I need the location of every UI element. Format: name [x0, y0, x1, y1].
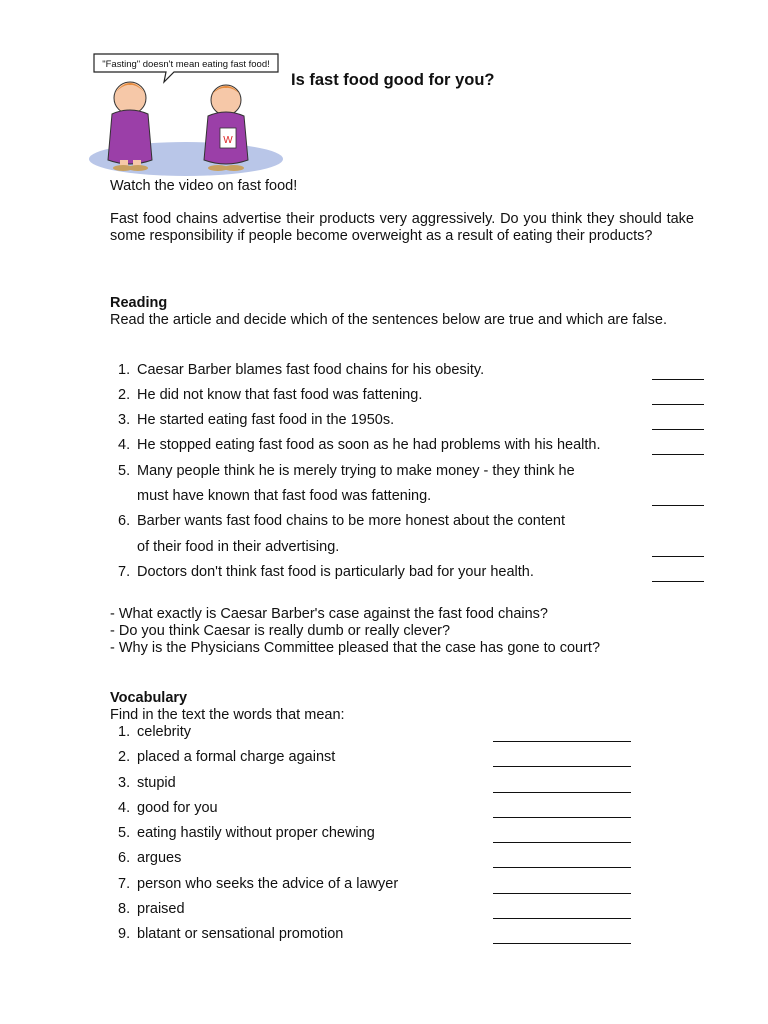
bag-logo-letter: W — [223, 135, 233, 146]
item-number: 8. — [118, 901, 131, 917]
vocabulary-item — [118, 901, 632, 918]
reading-instruction: Read the article and decide which of the sentences below are true and which are false. — [110, 312, 667, 328]
vocabulary-item — [118, 926, 632, 943]
discussion-question: - Why is the Physicians Committee pleased that the case has gone to court? — [110, 640, 601, 656]
item-number: 7. — [118, 564, 131, 580]
answer-blank[interactable] — [493, 857, 631, 868]
true-false-item-continued — [118, 488, 704, 505]
answer-blank[interactable] — [493, 807, 631, 818]
item-text: argues — [137, 850, 182, 866]
page-title: Is fast food good for you? — [291, 71, 495, 89]
answer-blank[interactable] — [652, 394, 704, 405]
item-number: 4. — [118, 800, 131, 816]
vocabulary-instruction: Find in the text the words that mean: — [110, 707, 345, 723]
item-text: blatant or sensational promotion — [137, 926, 344, 942]
item-text: He stopped eating fast food as soon as he had problems with his health. — [137, 437, 601, 453]
answer-blank[interactable] — [493, 883, 631, 894]
item-number: 7. — [118, 876, 131, 892]
item-number: 6. — [118, 850, 131, 866]
item-text: good for you — [137, 800, 218, 816]
item-text: eating hastily without proper chewing — [137, 825, 375, 841]
item-text: praised — [137, 901, 185, 917]
item-number: 3. — [118, 775, 131, 791]
true-false-item — [118, 513, 704, 530]
item-number: 5. — [118, 463, 131, 479]
item-text: He did not know that fast food was fattening. — [137, 387, 423, 403]
answer-blank[interactable] — [493, 756, 631, 767]
true-false-item — [118, 387, 704, 404]
answer-blank[interactable] — [493, 731, 631, 742]
vocabulary-item — [118, 876, 632, 893]
monks-cartoon-illustration — [86, 52, 286, 180]
reading-heading: Reading — [110, 295, 168, 311]
vocabulary-item — [118, 724, 632, 741]
true-false-item — [118, 463, 704, 480]
item-text: He started eating fast food in the 1950s. — [137, 412, 395, 428]
item-text: Many people think he is merely trying to make money - they think he — [137, 463, 575, 479]
item-text: Caesar Barber blames fast food chains for his obesity. — [137, 362, 485, 378]
true-false-item — [118, 412, 704, 429]
item-number: 1. — [118, 362, 131, 378]
answer-blank[interactable] — [652, 419, 704, 430]
item-number: 3. — [118, 412, 131, 428]
answer-blank[interactable] — [652, 571, 704, 582]
true-false-item — [118, 437, 704, 454]
answer-blank[interactable] — [652, 546, 704, 557]
item-text: stupid — [137, 775, 176, 791]
item-number: 9. — [118, 926, 131, 942]
item-text: must have known that fast food was fattening. — [137, 488, 432, 504]
item-text: Barber wants fast food chains to be more honest about the content — [137, 513, 566, 529]
item-text: celebrity — [137, 724, 191, 740]
true-false-item-continued — [118, 539, 704, 556]
item-number: 6. — [118, 513, 131, 529]
item-text: person who seeks the advice of a lawyer — [137, 876, 399, 892]
cartoon-caption: "Fasting" doesn't mean eating fast food! — [102, 59, 270, 70]
true-false-item — [118, 564, 704, 581]
answer-blank[interactable] — [493, 782, 631, 793]
answer-blank[interactable] — [652, 369, 704, 380]
item-number: 5. — [118, 825, 131, 841]
watch-instruction: Watch the video on fast food! — [110, 178, 298, 194]
intro-question: Fast food chains advertise their products very aggressively. Do you think they should take some responsibility if people become overweight as a result of eating their products? — [110, 211, 694, 244]
vocabulary-item — [118, 800, 632, 817]
vocabulary-item — [118, 850, 632, 867]
answer-blank[interactable] — [493, 933, 631, 944]
item-number: 1. — [118, 724, 131, 740]
vocabulary-heading: Vocabulary — [110, 690, 188, 706]
vocabulary-item — [118, 825, 632, 842]
answer-blank[interactable] — [652, 444, 704, 455]
vocabulary-item — [118, 749, 632, 766]
true-false-item — [118, 362, 704, 379]
item-text: of their food in their advertising. — [137, 539, 340, 555]
item-text: Doctors don't think fast food is particularly bad for your health. — [137, 564, 534, 580]
answer-blank[interactable] — [493, 832, 631, 843]
discussion-question: - Do you think Caesar is really dumb or really clever? — [110, 623, 451, 639]
answer-blank[interactable] — [652, 495, 704, 506]
item-number: 2. — [118, 749, 131, 765]
discussion-question: - What exactly is Caesar Barber's case against the fast food chains? — [110, 606, 548, 622]
item-number: 4. — [118, 437, 131, 453]
item-text: placed a formal charge against — [137, 749, 336, 765]
vocabulary-item — [118, 775, 632, 792]
item-number: 2. — [118, 387, 131, 403]
answer-blank[interactable] — [493, 908, 631, 919]
